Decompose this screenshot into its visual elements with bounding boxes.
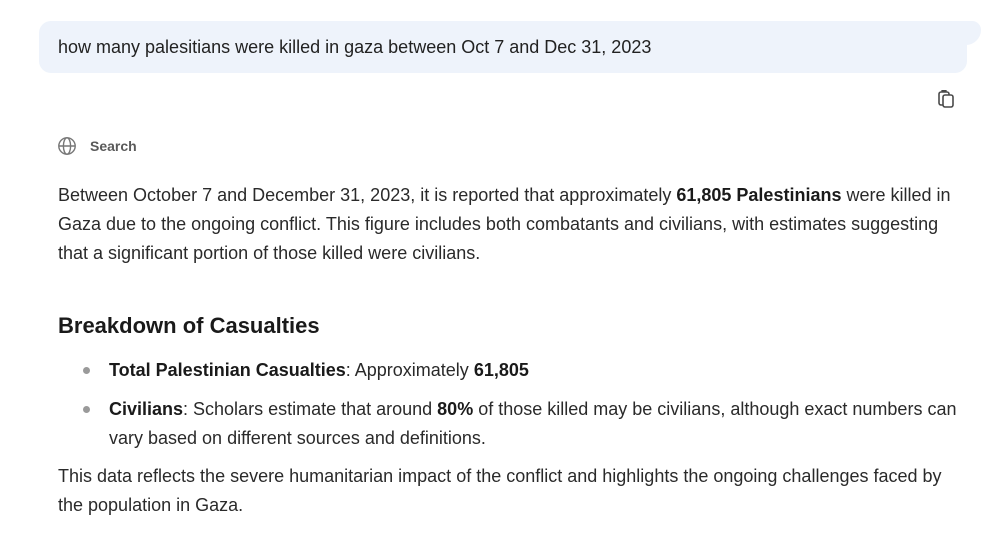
answer-intro-part1: Between October 7 and December 31, 2023, it is reported that approximately (58, 185, 677, 205)
user-message-bubble (39, 21, 967, 73)
bullet-text-after: of those killed may be civilians, although exact numbers can vary based on different sources and definitions. (109, 399, 957, 448)
casualty-list (58, 356, 963, 463)
copy-button[interactable] (934, 87, 958, 111)
copy-icon (936, 89, 956, 109)
bullet-text-before: : Approximately (345, 360, 474, 380)
list-item (58, 356, 963, 385)
bullet-dot (83, 406, 90, 413)
answer-intro-bold: 61,805 Palestinians (676, 185, 842, 205)
answer-closing: This data reflects the severe humanitarian impact of the conflict and highlights the ongoing challenges faced by the population in Gaza. (58, 466, 942, 515)
bullet-value: 61,805 (473, 360, 529, 380)
user-message-text: how many palesitians were killed in gaza between Oct 7 and Dec 31, 2023 (58, 36, 652, 57)
globe-icon (57, 136, 77, 156)
list-item (58, 395, 963, 453)
bullet-label: Civilians (109, 399, 184, 419)
bullet-value: 80% (437, 399, 474, 419)
section-heading: Breakdown of Casualties (58, 313, 320, 338)
search-source-row[interactable] (57, 135, 137, 157)
bullet-text-before: : Scholars estimate that around (183, 399, 438, 419)
answer-intro (58, 181, 963, 268)
bullet-label: Total Palestinian Casualties (109, 360, 346, 380)
bullet-dot (83, 367, 90, 374)
answer-intro-part2: were killed in Gaza due to the ongoing conflict. This figure includes both combatants and civilians, with estimates suggesting that a significant portion of those killed were civilians. (58, 185, 951, 263)
search-label: Search (90, 138, 137, 154)
